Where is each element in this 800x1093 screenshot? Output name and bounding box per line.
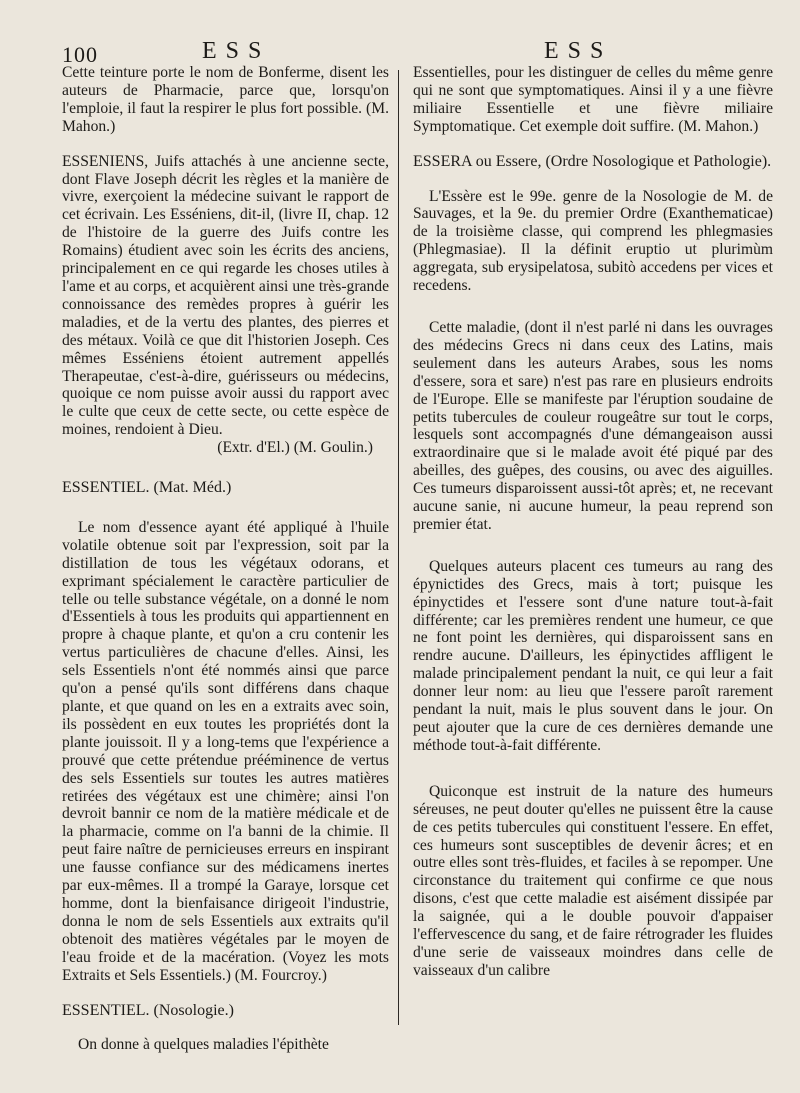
left-column xyxy=(62,64,389,1054)
essentiel-nosologie-heading: ESSENTIEL. (Nosologie.) xyxy=(62,1001,234,1019)
page-number: 100 xyxy=(62,42,98,67)
essentielles-paragraph: Essentielles, pour les distinguer de celles du même genre qui ne sont que symptomatiques. Ainsi il y a une fièvre miliaire Essentielle et une fièvre miliaire Symptomatique. Cet exemple doit suffire. (M. Mahon.) xyxy=(413,64,773,135)
essentiel-nosologie-paragraph: On donne à quelques maladies l'épithète xyxy=(78,1036,329,1054)
right-running-head: ESS xyxy=(544,38,613,64)
left-running-head: ESS xyxy=(202,38,271,64)
esseniens-attribution: (Extr. d'El.) (M. Goulin.) xyxy=(217,439,373,457)
epinyctides-paragraph: Quelques auteurs placent ces tumeurs au rang des épynictides des Grecs, mais à tort; puisque les épinyctides et l'essere sont d'une nature tout-à-fait différente; car les premières rendent une humeur, ce que ne font point les dernières, qui disparoissent sans en rendre aucune. D'ailleurs, les épinyctides affligent le malade principalement pendant la nuit, ce qui leur a fait donner leur nom: au lieu que l'essere paroît rarement pendant la nuit, mais le plus souvent dans le jour. On peut ajouter que la cure de ces dernières demande une méthode tout-à-fait différente. xyxy=(413,557,773,754)
column-divider xyxy=(398,70,399,1025)
running-header xyxy=(62,38,782,66)
essere-definition-paragraph: L'Essère est le 99e. genre de la Nosologie de M. de Sauvages, et la 9e. du premier Ordre (Exanthematicae) de la troisième classe, qui comprend les phlegmasies (Phlegmasiae). Il la définit eruptio ut plurimùm aggregata, sub erysipelatosa, subitò accedens per vices et recedens. xyxy=(413,187,773,295)
essentiel-mat-med-heading: ESSENTIEL. (Mat. Méd.) xyxy=(62,479,232,497)
esseniens-paragraph: ESSENIENS, Juifs attachés à une ancienne secte, dont Flave Joseph décrit les règles et la manière de vivre, exerçoient la médecine suivant le rapport de cet écrivain. Les Esséniens, dit-il, (livre II, chap. 12 de l'histoire de la guerre des Juifs contre les Romains) étudient avec soin les écrits des anciens, principalement en ce qui regarde les choses utiles à l'ame et au corps, et acquièrent ainsi une très-grande connoissance des remèdes propres à guérir les maladies, et de la vertu des plantes, des pierres et des métaux. Voilà ce que dit l'historien Joseph. Ces mêmes Esséniens étoient autrement appellés Therapeutae, c'est-à-dire, guérisseurs ou médecins, quoique ce nom puisse avoir aussi du rapport avec le culte que ceux de cette secte, ou cette espèce de moines, rendoient à Dieu. xyxy=(62,152,389,439)
essentiel-mat-med-paragraph: Le nom d'essence ayant été appliqué à l'huile volatile obtenue soit par l'expression, soit par la distillation de tous les végétaux odorans, et exprimant spécialement le caractère particulier de telle ou telle substance végétale, on a donné le nom d'Essentiels à tous les produits qui appartiennent en propre à chaque plante, et qu'on a cru contenir les vertus particulières de chacune d'elles. Ainsi, les sels Essentiels n'ont été nommés ainsi que parce qu'on a pensé qu'ils sont différens dans chaque plante, et que quand on les en a extraits avec soin, ils possèdent en eux toutes les propriétés dont la plante jouissoit. Il y a long-tems que l'expérience a prouvé que cette prétendue prééminence de vertus des sels Essentiels sur toutes les autres matières retirées des végétaux est une chimère; ainsi l'on devroit bannir ce nom de la matière médicale et de la pharmacie, comme on l'a banni de la chimie. Il peut faire naître de pernicieuses erreurs en inspirant une fausse confiance sur des médicamens inertes par eux-mêmes. Il a trompé la Garaye, lorsque cet homme, dont la bienfaisance dirigeoit l'industrie, donna le nom de sels Essentiels aux extraits qu'il obtenoit des matières végétales par le moyen de l'eau froide et de la macération. (Voyez les mots Extraits et Sels Essentiels.) (M. Fourcroy.) xyxy=(62,518,389,984)
bonferme-paragraph: Cette teinture porte le nom de Bonferme, disent les auteurs de Pharmacie, parce que, lorsqu'on l'emploie, il faut la respirer le plus fort possible. (M. Mahon.) xyxy=(62,64,389,135)
humeurs-sereuses-paragraph: Quiconque est instruit de la nature des humeurs séreuses, ne peut douter qu'elles ne puissent être la cause de ces petits tubercules qui constituent l'essere. En effet, ces humeurs sont susceptibles de devenir âcres; et en outre elles sont très-fluides, et faciles à se repomper. Une circonstance du traitement qui confirme ce que nous disons, c'est que cette maladie est aisément dissipée par la saignée, qui a le double pouvoir d'appaiser l'effervescence du sang, et de faire rétrograder les fluides d'une serie de vaisseaux moindres dans celle de vaisseaux d'un calibre xyxy=(413,782,773,979)
right-column xyxy=(413,64,773,980)
essere-description-paragraph: Cette maladie, (dont il n'est parlé ni dans les ouvrages des médecins Grecs ni dans ceux des Latins, mais seulement dans les auteurs Arabes, sous les noms d'essere, sora et sare) n'est pas rare en plusieurs endroits de l'Europe. Elle se manifeste par l'éruption soudaine de petits tubercules de couleur rougeâtre sur tout le corps, lesquels sont accompagnés d'une démangeaison aussi extraordinaire que si le malade avoit été piqué par des abeilles, des guêpes, des cousins, ou avec des aiguilles. Ces tumeurs disparoissent aussi-tôt après; et, ne recevant aucune sanie, ni aucune humeur, la peau reprend son premier état. xyxy=(413,318,773,533)
essera-heading: ESSERA ou Essere, (Ordre Nosologique et Pathologie). xyxy=(413,152,772,170)
